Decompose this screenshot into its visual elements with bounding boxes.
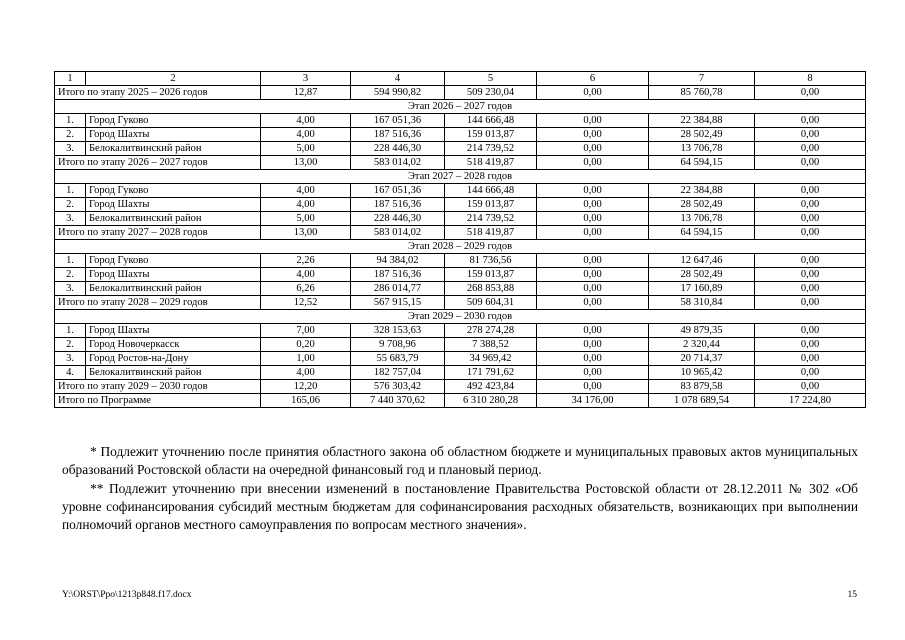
value-cell: 159 013,87 (445, 128, 537, 142)
value-cell: 94 384,02 (351, 254, 445, 268)
value-cell: 5,00 (261, 212, 351, 226)
value-cell: 0,00 (537, 226, 649, 240)
value-cell: 214 739,52 (445, 212, 537, 226)
value-cell: 0,00 (537, 114, 649, 128)
header-cell: 4 (351, 72, 445, 86)
stage-label: Этап 2028 – 2029 годов (55, 240, 866, 254)
header-cell: 2 (86, 72, 261, 86)
value-cell: 0,00 (755, 212, 866, 226)
value-cell: 0,00 (537, 254, 649, 268)
page-number: 15 (847, 590, 857, 600)
value-cell: 28 502,49 (649, 128, 755, 142)
value-cell: 0,00 (755, 226, 866, 240)
value-cell: 28 502,49 (649, 198, 755, 212)
value-cell: 12,20 (261, 380, 351, 394)
value-cell: 4,00 (261, 184, 351, 198)
table-row (55, 324, 866, 338)
value-cell: 1 078 689,54 (649, 394, 755, 408)
value-cell: 7,00 (261, 324, 351, 338)
value-cell: 576 303,42 (351, 380, 445, 394)
value-cell: 4,00 (261, 114, 351, 128)
table-row (55, 198, 866, 212)
footnote-1: * Подлежит уточнению после принятия областного закона об областном бюджете и муниципальных правовых актов муниципальных образований Ростовской области на очередной финансовый год и плановый период. (62, 444, 858, 478)
municipality-name: Белокалитвинский район (86, 282, 261, 296)
value-cell: 0,00 (537, 268, 649, 282)
value-cell: 492 423,84 (445, 380, 537, 394)
value-cell: 0,00 (537, 142, 649, 156)
header-cell: 1 (55, 72, 86, 86)
value-cell: 144 666,48 (445, 184, 537, 198)
total-row (55, 156, 866, 170)
value-cell: 55 683,79 (351, 352, 445, 366)
row-number: 3. (55, 142, 86, 156)
value-cell: 0,00 (537, 86, 649, 100)
value-cell: 0,00 (755, 268, 866, 282)
value-cell: 28 502,49 (649, 268, 755, 282)
value-cell: 12 647,46 (649, 254, 755, 268)
value-cell: 0,00 (537, 338, 649, 352)
value-cell: 0,00 (755, 380, 866, 394)
value-cell: 4,00 (261, 198, 351, 212)
file-path: Y:\ORST\Ppo\1213p848.f17.docx (62, 590, 192, 600)
value-cell: 13 706,78 (649, 212, 755, 226)
value-cell: 12,52 (261, 296, 351, 310)
value-cell: 214 739,52 (445, 142, 537, 156)
table-body (55, 72, 866, 408)
value-cell: 159 013,87 (445, 198, 537, 212)
row-number: 1. (55, 254, 86, 268)
value-cell: 6,26 (261, 282, 351, 296)
value-cell: 22 384,88 (649, 184, 755, 198)
value-cell: 0,00 (537, 282, 649, 296)
value-cell: 187 516,36 (351, 268, 445, 282)
value-cell: 0,00 (537, 156, 649, 170)
value-cell: 4,00 (261, 128, 351, 142)
value-cell: 20 714,37 (649, 352, 755, 366)
value-cell: 228 446,30 (351, 142, 445, 156)
total-row (55, 394, 866, 408)
value-cell: 0,00 (537, 128, 649, 142)
stage-row (55, 100, 866, 114)
value-cell: 0,00 (755, 114, 866, 128)
value-cell: 167 051,36 (351, 114, 445, 128)
value-cell: 509 604,31 (445, 296, 537, 310)
value-cell: 583 014,02 (351, 226, 445, 240)
value-cell: 17 160,89 (649, 282, 755, 296)
municipality-name: Город Шахты (86, 268, 261, 282)
header-cell: 6 (537, 72, 649, 86)
budget-table (54, 71, 866, 408)
value-cell: 0,00 (755, 282, 866, 296)
value-cell: 17 224,80 (755, 394, 866, 408)
value-cell: 0,00 (755, 352, 866, 366)
value-cell: 0,00 (755, 142, 866, 156)
value-cell: 0,00 (537, 296, 649, 310)
value-cell: 278 274,28 (445, 324, 537, 338)
value-cell: 34 176,00 (537, 394, 649, 408)
row-number: 3. (55, 352, 86, 366)
value-cell: 518 419,87 (445, 226, 537, 240)
table-row (55, 114, 866, 128)
stage-label: Этап 2027 – 2028 годов (55, 170, 866, 184)
table-row (55, 352, 866, 366)
value-cell: 85 760,78 (649, 86, 755, 100)
footnote-2: ** Подлежит уточнению при внесении изменений в постановление Правительства Ростовской области от 28.12.2011 № 302 «Об уровне софинансирования субсидий местным бюджетам для софинансирования расходных обязательств, возникающих при выполнении полномочий органов местного самоуправления по вопросам местного значения». (62, 480, 858, 533)
value-cell: 509 230,04 (445, 86, 537, 100)
table-row (55, 254, 866, 268)
stage-label: Этап 2029 – 2030 годов (55, 310, 866, 324)
municipality-name: Город Гуково (86, 254, 261, 268)
value-cell: 0,20 (261, 338, 351, 352)
municipality-name: Город Шахты (86, 128, 261, 142)
row-number: 2. (55, 128, 86, 142)
value-cell: 182 757,04 (351, 366, 445, 380)
value-cell: 10 965,42 (649, 366, 755, 380)
value-cell: 12,87 (261, 86, 351, 100)
row-number: 3. (55, 212, 86, 226)
municipality-name: Белокалитвинский район (86, 212, 261, 226)
table-row (55, 268, 866, 282)
row-number: 1. (55, 114, 86, 128)
value-cell: 159 013,87 (445, 268, 537, 282)
value-cell: 7 440 370,62 (351, 394, 445, 408)
value-cell: 583 014,02 (351, 156, 445, 170)
value-cell: 328 153,63 (351, 324, 445, 338)
total-row (55, 296, 866, 310)
value-cell: 0,00 (755, 198, 866, 212)
municipality-name: Город Гуково (86, 184, 261, 198)
value-cell: 1,00 (261, 352, 351, 366)
municipality-name: Город Новочеркасск (86, 338, 261, 352)
header-cell: 5 (445, 72, 537, 86)
value-cell: 83 879,58 (649, 380, 755, 394)
value-cell: 0,00 (537, 352, 649, 366)
header-cell: 7 (649, 72, 755, 86)
value-cell: 0,00 (755, 128, 866, 142)
value-cell: 187 516,36 (351, 128, 445, 142)
value-cell: 34 969,42 (445, 352, 537, 366)
total-label: Итого по этапу 2025 – 2026 годов (55, 86, 261, 100)
value-cell: 567 915,15 (351, 296, 445, 310)
value-cell: 0,00 (537, 184, 649, 198)
value-cell: 7 388,52 (445, 338, 537, 352)
value-cell: 165,06 (261, 394, 351, 408)
stage-row (55, 170, 866, 184)
value-cell: 144 666,48 (445, 114, 537, 128)
value-cell: 0,00 (755, 156, 866, 170)
value-cell: 13,00 (261, 226, 351, 240)
header-cell: 8 (755, 72, 866, 86)
value-cell: 0,00 (755, 86, 866, 100)
row-number: 2. (55, 338, 86, 352)
municipality-name: Город Шахты (86, 324, 261, 338)
total-row (55, 226, 866, 240)
value-cell: 13,00 (261, 156, 351, 170)
municipality-name: Город Шахты (86, 198, 261, 212)
total-label: Итого по этапу 2027 – 2028 годов (55, 226, 261, 240)
value-cell: 58 310,84 (649, 296, 755, 310)
total-label: Итого по этапу 2029 – 2030 годов (55, 380, 261, 394)
value-cell: 0,00 (755, 338, 866, 352)
total-label: Итого по этапу 2026 – 2027 годов (55, 156, 261, 170)
municipality-name: Белокалитвинский район (86, 366, 261, 380)
value-cell: 0,00 (537, 212, 649, 226)
value-cell: 0,00 (537, 366, 649, 380)
value-cell: 0,00 (755, 324, 866, 338)
table-row (55, 282, 866, 296)
value-cell: 0,00 (537, 198, 649, 212)
value-cell: 187 516,36 (351, 198, 445, 212)
value-cell: 9 708,96 (351, 338, 445, 352)
value-cell: 0,00 (755, 296, 866, 310)
row-number: 1. (55, 324, 86, 338)
value-cell: 268 853,88 (445, 282, 537, 296)
table-row (55, 128, 866, 142)
total-label: Итого по Программе (55, 394, 261, 408)
table-row (55, 142, 866, 156)
stage-label: Этап 2026 – 2027 годов (55, 100, 866, 114)
value-cell: 4,00 (261, 366, 351, 380)
value-cell: 518 419,87 (445, 156, 537, 170)
value-cell: 64 594,15 (649, 156, 755, 170)
value-cell: 0,00 (755, 254, 866, 268)
value-cell: 5,00 (261, 142, 351, 156)
value-cell: 167 051,36 (351, 184, 445, 198)
value-cell: 49 879,35 (649, 324, 755, 338)
row-number: 1. (55, 184, 86, 198)
value-cell: 2 320,44 (649, 338, 755, 352)
value-cell: 6 310 280,28 (445, 394, 537, 408)
row-number: 2. (55, 198, 86, 212)
total-label: Итого по этапу 2028 – 2029 годов (55, 296, 261, 310)
value-cell: 594 990,82 (351, 86, 445, 100)
stage-row (55, 310, 866, 324)
value-cell: 2,26 (261, 254, 351, 268)
value-cell: 64 594,15 (649, 226, 755, 240)
value-cell: 0,00 (755, 184, 866, 198)
table-row (55, 366, 866, 380)
value-cell: 4,00 (261, 268, 351, 282)
footnotes (62, 443, 858, 534)
total-row (55, 86, 866, 100)
header-cell: 3 (261, 72, 351, 86)
value-cell: 22 384,88 (649, 114, 755, 128)
row-number: 3. (55, 282, 86, 296)
table-row (55, 338, 866, 352)
row-number: 2. (55, 268, 86, 282)
value-cell: 0,00 (755, 366, 866, 380)
municipality-name: Белокалитвинский район (86, 142, 261, 156)
table-row (55, 184, 866, 198)
value-cell: 286 014,77 (351, 282, 445, 296)
table-header-row (55, 72, 866, 86)
municipality-name: Город Ростов-на-Дону (86, 352, 261, 366)
value-cell: 81 736,56 (445, 254, 537, 268)
value-cell: 228 446,30 (351, 212, 445, 226)
row-number: 4. (55, 366, 86, 380)
value-cell: 13 706,78 (649, 142, 755, 156)
stage-row (55, 240, 866, 254)
municipality-name: Город Гуково (86, 114, 261, 128)
value-cell: 0,00 (537, 380, 649, 394)
value-cell: 0,00 (537, 324, 649, 338)
table-row (55, 212, 866, 226)
value-cell: 171 791,62 (445, 366, 537, 380)
total-row (55, 380, 866, 394)
